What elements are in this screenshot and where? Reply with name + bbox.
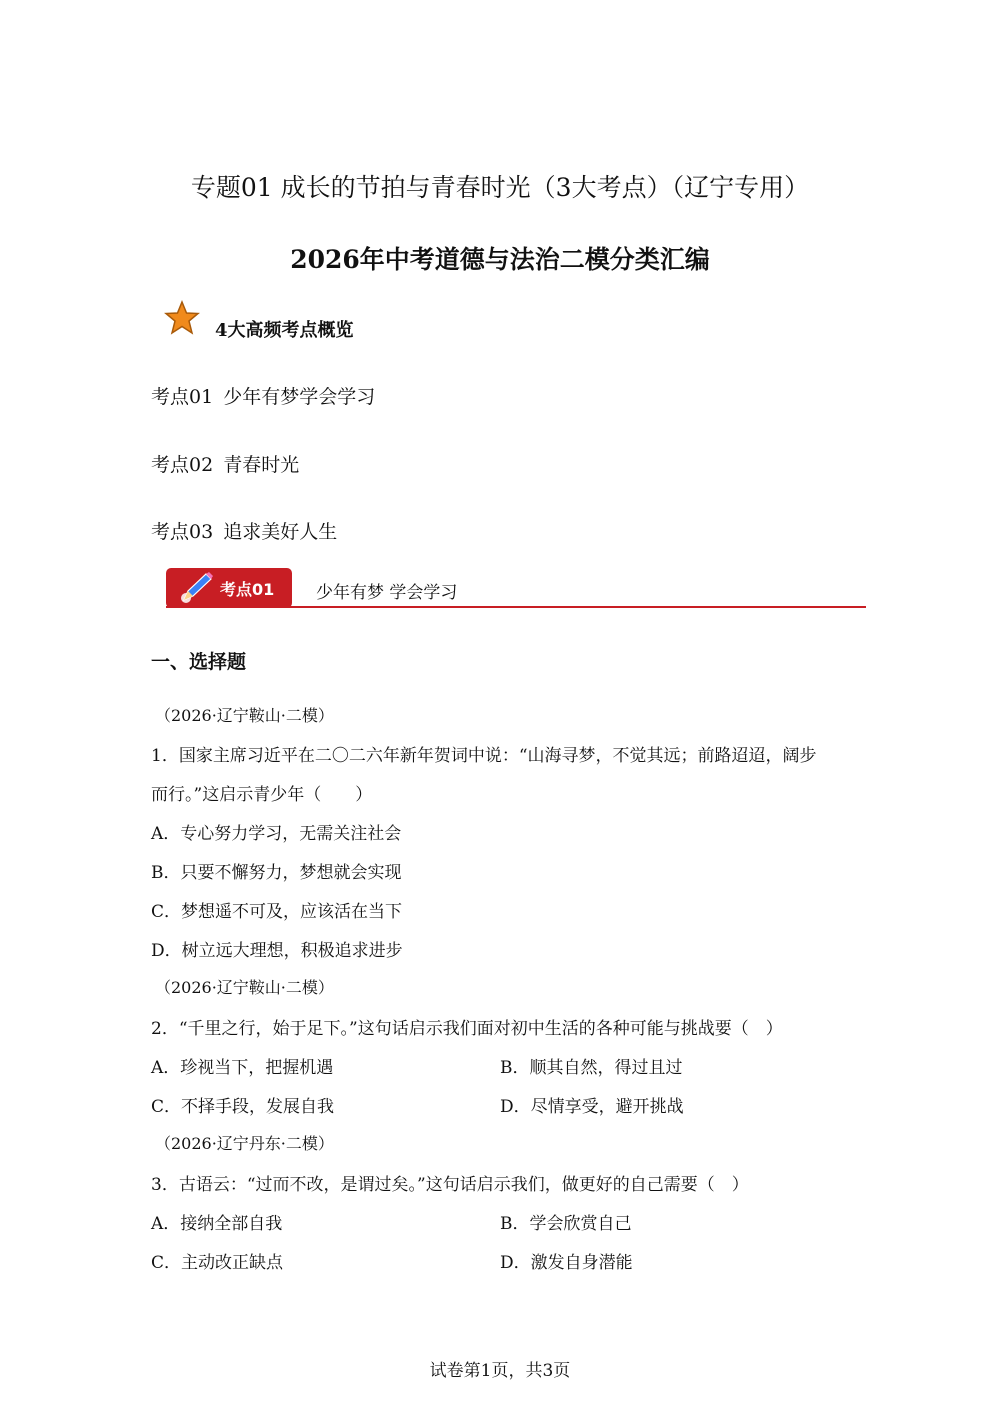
key-point-title: 追求美好人生 bbox=[223, 521, 338, 543]
pencil-icon bbox=[176, 570, 216, 606]
key-point-number: 考点02 bbox=[151, 454, 214, 476]
question-source: （2026·辽宁丹东·二模） bbox=[155, 1134, 334, 1153]
option-c: C．主动改正缺点 bbox=[151, 1253, 284, 1273]
banner-pill bbox=[166, 568, 292, 608]
section-banner bbox=[166, 568, 866, 610]
option-d: D．激发自身潜能 bbox=[500, 1253, 633, 1273]
option-c: C．不择手段，发展自我 bbox=[151, 1097, 335, 1117]
key-point-title: 少年有梦学会学习 bbox=[223, 386, 376, 408]
option-c: C．梦想遥不可及，应该活在当下 bbox=[151, 902, 403, 922]
option-b: B．学会欣赏自己 bbox=[500, 1214, 632, 1234]
option-a: A．接纳全部自我 bbox=[151, 1214, 283, 1234]
page-footer: 试卷第1页，共3页 bbox=[429, 1361, 571, 1381]
question-stem: 2．“千里之行，始于足下。”这句话启示我们面对初中生活的各种可能与挑战要（ ） bbox=[151, 1019, 783, 1039]
banner-title: 少年有梦 学会学习 bbox=[316, 583, 458, 603]
document-subtitle: 2026年中考道德与法治二模分类汇编 bbox=[290, 245, 710, 274]
key-point-item bbox=[151, 450, 299, 477]
option-a: A．专心努力学习，无需关注社会 bbox=[151, 824, 402, 844]
option-d: D．尽情享受，避开挑战 bbox=[500, 1097, 684, 1117]
question-source: （2026·辽宁鞍山·二模） bbox=[155, 706, 334, 725]
star-icon bbox=[164, 300, 200, 336]
banner-label: 考点01 bbox=[220, 580, 275, 599]
key-point-title: 青春时光 bbox=[223, 454, 300, 476]
question-source: （2026·辽宁鞍山·二模） bbox=[155, 978, 334, 997]
option-b: B．只要不懈努力，梦想就会实现 bbox=[151, 863, 402, 883]
key-point-item bbox=[151, 382, 375, 409]
section-title: 一、选择题 bbox=[151, 651, 247, 673]
key-point-number: 考点01 bbox=[151, 386, 214, 408]
option-d: D．树立远大理想，积极追求进步 bbox=[151, 941, 403, 961]
question-stem-continued: 而行。”这启示青少年（ ） bbox=[151, 785, 373, 805]
overview-label: 4大高频考点概览 bbox=[215, 320, 354, 341]
question-stem: 3．古语云：“过而不改，是谓过矣。”这句话启示我们，做更好的自己需要（ ） bbox=[151, 1175, 749, 1195]
key-point-number: 考点03 bbox=[151, 521, 214, 543]
key-point-item bbox=[151, 517, 337, 544]
option-b: B．顺其自然，得过且过 bbox=[500, 1058, 683, 1078]
option-a: A．珍视当下，把握机遇 bbox=[151, 1058, 334, 1078]
question-stem: 1．国家主席习近平在二〇二六年新年贺词中说：“山海寻梦，不觉其远；前路迢迢，阔步 bbox=[151, 746, 817, 766]
document-title: 专题01 成长的节拍与青春时光（3大考点）（辽宁专用） bbox=[190, 173, 810, 202]
